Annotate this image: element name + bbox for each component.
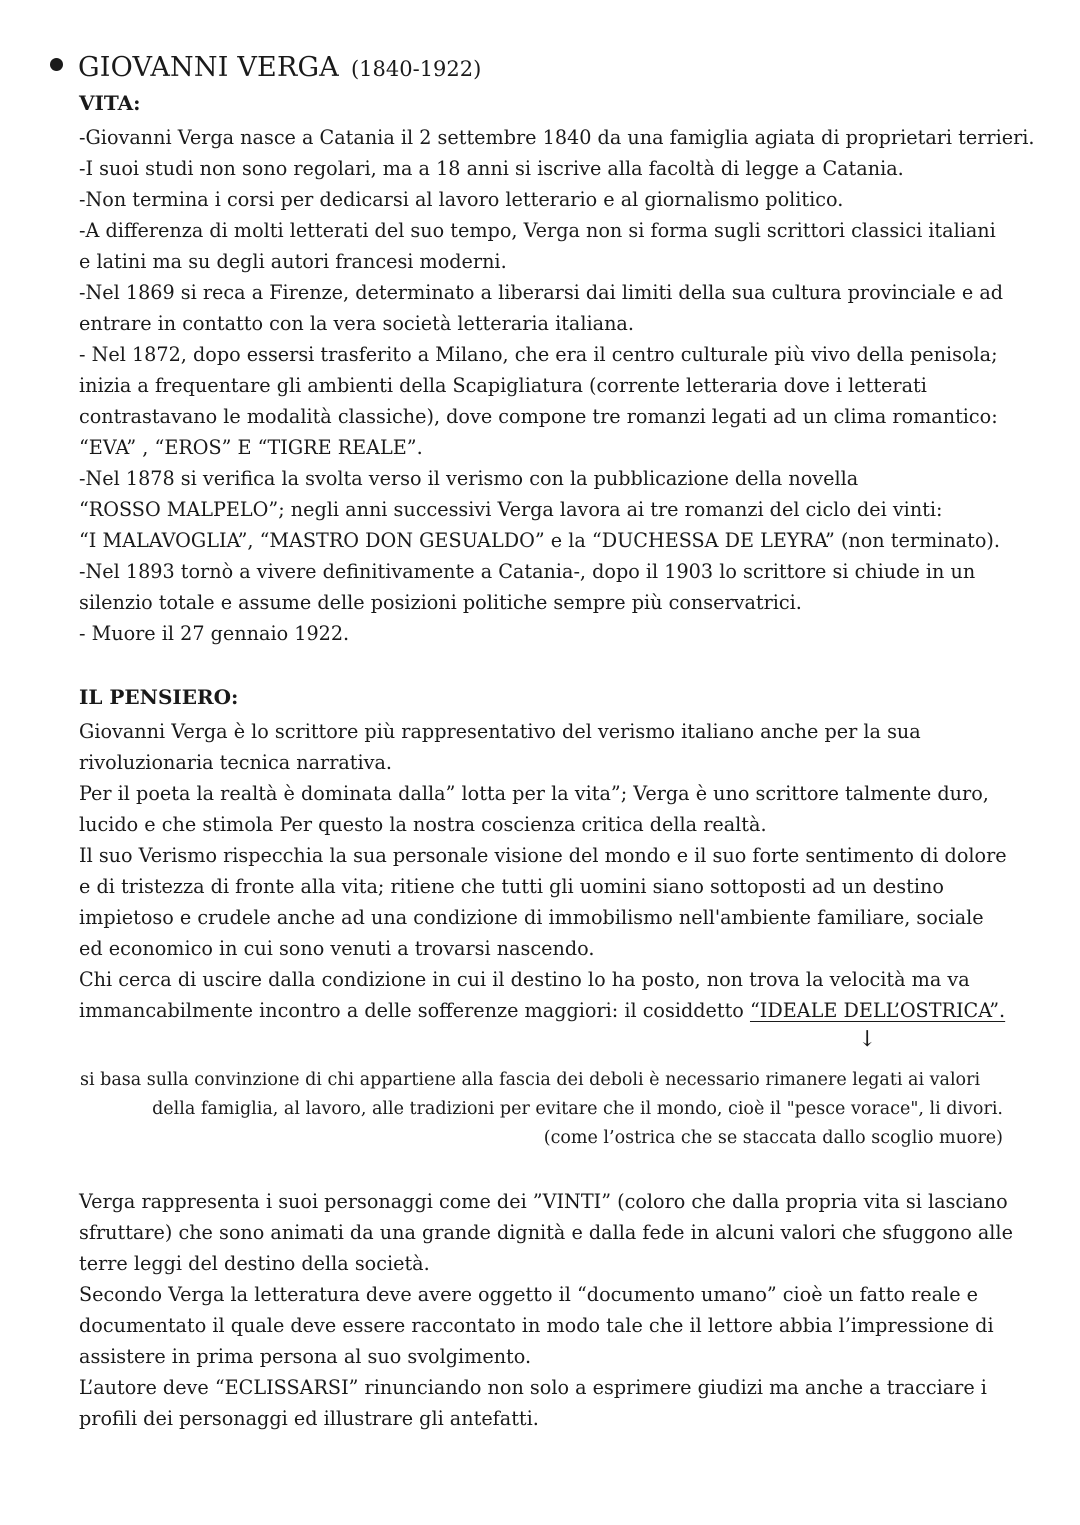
pensiero-line: rivoluzionaria tecnica narrativa. <box>79 751 393 774</box>
vita-line: -I suoi studi non sono regolari, ma a 18 anni si iscrive alla facoltà di legge a Catania. <box>79 157 904 180</box>
final-line: terre leggi del destino della società. <box>79 1252 430 1275</box>
title-name: GIOVANNI VERGA <box>78 52 339 83</box>
ostrica-explanation <box>60 1066 1003 1153</box>
vita-line: -Non termina i corsi per dedicarsi al lavoro letterario e al giornalismo politico. <box>79 188 844 211</box>
pensiero-final-body <box>79 1186 1039 1434</box>
explanation-line: (come l’ostrica che se staccata dallo scoglio muore) <box>543 1128 1003 1148</box>
vita-line: “ROSSO MALPELO”; negli anni successivi Verga lavora ai tre romanzi del ciclo dei vinti: <box>79 498 943 521</box>
final-line: profili dei personaggi ed illustrare gli antefatti. <box>79 1407 539 1430</box>
title-years: (1840-1922) <box>350 57 482 81</box>
final-line: assistere in prima persona al suo svolgimento. <box>79 1345 532 1368</box>
bullet-icon <box>50 58 63 71</box>
vita-line: -Nel 1878 si verifica la svolta verso il verismo con la pubblicazione della novella <box>79 467 859 490</box>
vita-line: -Nel 1893 tornò a vivere definitivamente a Catania-, dopo il 1903 lo scrittore si chiude in un <box>79 560 976 583</box>
pensiero-body <box>79 716 1039 1026</box>
vita-line: -A differenza di molti letterati del suo tempo, Verga non si forma sugli scrittori classici italiani <box>79 219 996 242</box>
pensiero-line: ed economico in cui sono venuti a trovarsi nascendo. <box>79 937 595 960</box>
final-line: Secondo Verga la letteratura deve avere oggetto il “documento umano” cioè un fatto reale e <box>79 1283 979 1306</box>
pensiero-line: Chi cerca di uscire dalla condizione in cui il destino lo ha posto, non trova la velocità ma va <box>79 968 970 991</box>
vita-line: “EVA” , “EROS” E “TIGRE REALE”. <box>79 436 423 459</box>
vita-line: contrastavano le modalità classiche), dove compone tre romanzi legati ad un clima romantico: <box>79 405 998 428</box>
pensiero-line: Per il poeta la realtà è dominata dalla” lotta per la vita”; Verga è uno scrittore talmente duro, <box>79 782 989 805</box>
explanation-line: si basa sulla convinzione di chi appartiene alla fascia dei deboli è necessario rimanere legati ai valori <box>80 1070 981 1090</box>
document-title <box>50 52 481 83</box>
vita-body <box>79 122 1039 649</box>
pensiero-line: lucido e che stimola Per questo la nostra coscienza critica della realtà. <box>79 813 767 836</box>
vita-line: -Giovanni Verga nasce a Catania il 2 settembre 1840 da una famiglia agiata di proprietari terrieri. <box>79 126 1035 149</box>
vita-line: entrare in contatto con la vera società letteraria italiana. <box>79 312 634 335</box>
final-line: documentato il quale deve essere raccontato in modo tale che il lettore abbia l’impressione di <box>79 1314 994 1337</box>
pensiero-line-text: immancabilmente incontro a delle sofferenze maggiori: il cosiddetto <box>79 999 750 1022</box>
final-line: Verga rappresenta i suoi personaggi come dei ”VINTI” (coloro che dalla propria vita si lasciano <box>79 1190 1008 1213</box>
final-line: L’autore deve “ECLISSARSI” rinunciando non solo a esprimere giudizi ma anche a tracciare i <box>79 1376 987 1399</box>
pensiero-line: Giovanni Verga è lo scrittore più rappresentativo del verismo italiano anche per la sua <box>79 720 921 743</box>
vita-line: -Nel 1869 si reca a Firenze, determinato a liberarsi dai limiti della sua cultura provinciale e ad <box>79 281 1004 304</box>
down-arrow-icon: ↓ <box>858 1027 877 1052</box>
ideale-ostrica-highlight: “IDEALE DELL’OSTRICA”. <box>749 999 1006 1022</box>
vita-line: e latini ma su degli autori francesi moderni. <box>79 250 507 273</box>
pensiero-line: Il suo Verismo rispecchia la sua personale visione del mondo e il suo forte sentimento di dolore <box>79 844 1007 867</box>
vita-line: silenzio totale e assume delle posizioni politiche sempre più conservatrici. <box>79 591 802 614</box>
explanation-line: della famiglia, al lavoro, alle tradizioni per evitare che il mondo, cioè il "pesce vorace", li divori. <box>152 1099 1003 1119</box>
vita-line: “I MALAVOGLIA”, “MASTRO DON GESUALDO” e la “DUCHESSA DE LEYRA” (non terminato). <box>79 529 1000 552</box>
pensiero-heading: IL PENSIERO: <box>79 685 239 709</box>
pensiero-line: e di tristezza di fronte alla vita; ritiene che tutti gli uomini siano sottoposti ad un destino <box>79 875 944 898</box>
vita-heading: VITA: <box>79 91 141 115</box>
vita-line: inizia a frequentare gli ambienti della Scapigliatura (corrente letteraria dove i letterati <box>79 374 927 397</box>
pensiero-line: impietoso e crudele anche ad una condizione di immobilismo nell'ambiente familiare, sociale <box>79 906 984 929</box>
final-line: sfruttare) che sono animati da una grande dignità e dalla fede in alcuni valori che sfuggono alle <box>79 1221 1013 1244</box>
vita-line: - Muore il 27 gennaio 1922. <box>79 622 350 645</box>
vita-line: - Nel 1872, dopo essersi trasferito a Milano, che era il centro culturale più vivo della penisola; <box>79 343 998 366</box>
pensiero-line-ostrica <box>79 995 1039 1026</box>
